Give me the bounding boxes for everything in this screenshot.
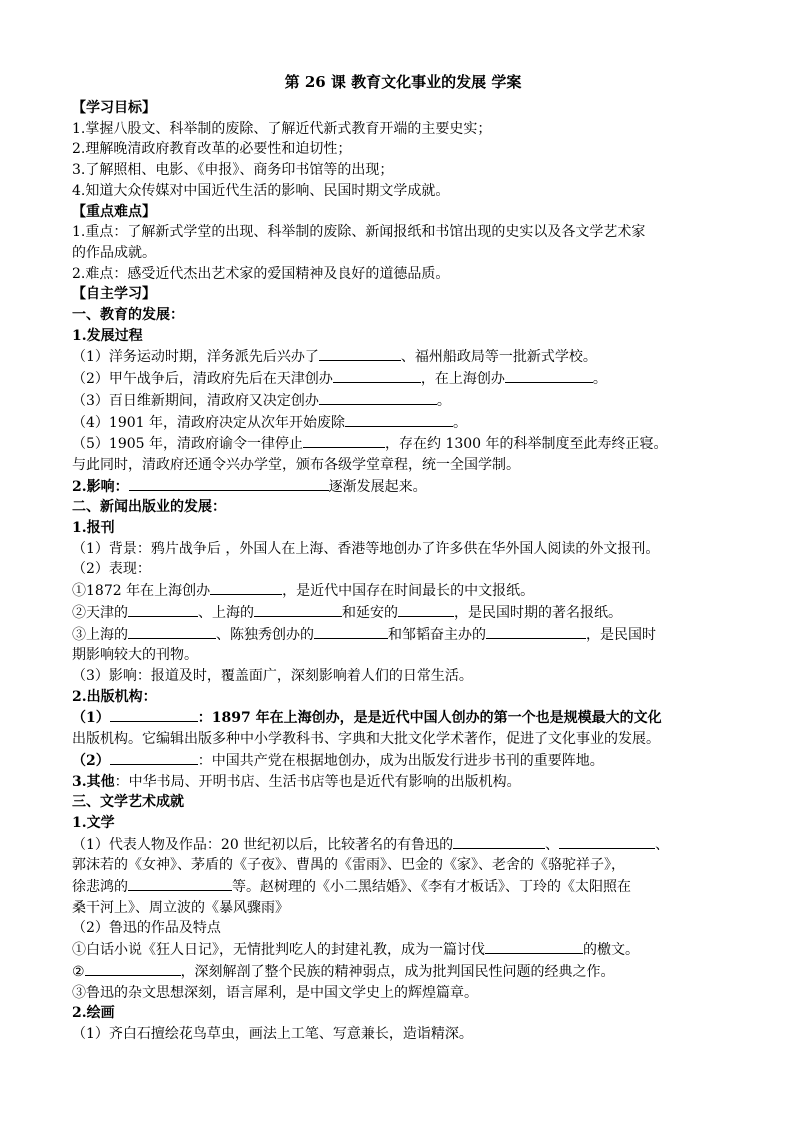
question-text: ①白话小说《狂人日记》，无情批判吃人的封建礼教，成为一篇讨伐 xyxy=(72,942,485,959)
question-text: （5）1905 年，清政府谕令一律停止 xyxy=(72,436,303,453)
question-text: （1）背景：鸦片战争后 ，外国人在上海、香港等地创办了许多供在华外国人阅读的外文报刊。 xyxy=(72,540,660,557)
objective-item: 4.知道大众传媒对中国近代生活的影响、民国时期文学成就。 xyxy=(72,182,450,199)
question-text: 逐渐发展起来。 xyxy=(328,478,427,495)
question-line xyxy=(72,412,734,434)
objective-item: 1.掌握八股文、科举制的废除、了解近代新式教育开端的主要史实； xyxy=(72,120,492,137)
question-text: 、福州船政局等一批新式学校。 xyxy=(400,349,597,366)
subsection-heading: 1.报刊 xyxy=(72,520,115,537)
question-text: （3）百日维新期间，清政府又决定创办 xyxy=(72,392,319,409)
question-text: 与此同时，清政府还通令兴办学堂，颁布各级学堂章程，统一全国学制。 xyxy=(72,456,520,473)
question-line xyxy=(72,390,734,412)
answer-blank[interactable] xyxy=(345,412,453,427)
answer-blank[interactable] xyxy=(110,707,198,722)
question-text: （3）影响：报道及时，覆盖面广，深刻影响着人们的日常生活。 xyxy=(72,667,473,684)
question-line xyxy=(72,476,734,498)
answer-blank[interactable] xyxy=(210,580,282,595)
section-heading: 【自主学习】 xyxy=(72,286,156,303)
subsection-heading: 2.绘画 xyxy=(72,1005,115,1022)
question-text: ②天津的 xyxy=(72,604,128,621)
question-line xyxy=(72,707,734,729)
subsection-heading: 二、新闻出版业的发展： xyxy=(72,499,226,516)
key-item: 1.重点：了解新式学堂的出现、科举制的废除、新闻报纸和书馆出现的史实以及各文学艺术家 xyxy=(72,224,646,241)
question-text: 出版机构。它编辑出版多种中小学教科书、字典和大批文化学术著作，促进了文化事业的发展。 xyxy=(72,731,660,748)
question-text: ，是近代中国存在时间最长的中文报纸。 xyxy=(282,583,535,600)
question-line xyxy=(72,346,734,368)
question-text: 。 xyxy=(436,392,451,409)
answer-blank[interactable] xyxy=(559,834,655,849)
question-line xyxy=(72,961,734,983)
question-text: （2）表现： xyxy=(72,561,151,578)
question-text: 徐悲鸿的 xyxy=(72,879,128,896)
question-text: 。 xyxy=(453,414,467,431)
question-line xyxy=(72,368,734,390)
answer-blank[interactable] xyxy=(453,834,545,849)
question-line xyxy=(72,750,734,772)
key-item: 2.难点：感受近代杰出艺术家的爱国精神及良好的道德品质。 xyxy=(72,265,450,282)
section-heading: 【学习目标】 xyxy=(72,100,156,116)
question-line xyxy=(72,876,734,898)
answer-blank[interactable] xyxy=(110,750,198,765)
question-text: ，深刻解剖了整个民族的精神弱点，成为批判国民性问题的经典之作。 xyxy=(180,963,615,980)
question-text: ，是民国时 xyxy=(586,626,656,643)
question-text: （2）甲午战争后，清政府先后在天津创办 xyxy=(72,371,333,388)
question-line xyxy=(72,939,734,961)
question-text: 和延安的 xyxy=(342,604,398,621)
question-text: 和邹韬奋主办的 xyxy=(388,626,486,643)
question-text: ，是民国时期的著名报纸。 xyxy=(454,604,622,621)
question-text: 、上海的 xyxy=(198,604,254,621)
answer-blank[interactable] xyxy=(505,368,593,383)
question-text: ③上海的 xyxy=(72,626,128,643)
question-text: （1）齐白石擅绘花鸟草虫，画法上工笔、写意兼长，造诣精深。 xyxy=(72,1025,473,1042)
question-text: 。 xyxy=(592,371,607,388)
question-text: ，存在约 1300 年的科举制度至此寿终正寝。 xyxy=(385,436,668,453)
subsection-heading: 1.发展过程 xyxy=(72,327,143,344)
answer-blank[interactable] xyxy=(319,346,401,361)
question-line xyxy=(72,433,734,455)
question-text: ①1872 年在上海创办 xyxy=(72,583,211,600)
question-text: （1）代表人物及作品：20 世纪初以后，比较著名的有鲁迅的 xyxy=(72,836,454,853)
question-text: ② xyxy=(72,963,85,980)
question-label: （1） xyxy=(72,710,110,727)
answer-blank[interactable] xyxy=(85,961,181,976)
answer-blank[interactable] xyxy=(486,624,586,639)
question-label: 3.其他 xyxy=(72,773,115,790)
question-text: （2）鲁迅的作品及特点 xyxy=(72,920,221,937)
question-line xyxy=(72,834,734,856)
subsection-heading: 2.出版机构： xyxy=(72,688,157,705)
answer-blank[interactable] xyxy=(128,602,198,617)
question-text: 郭沫若的《女神》、茅盾的《子夜》、曹禺的《雷雨》、巴金的《家》、老舍的《骆驼祥子》， xyxy=(72,857,625,874)
question-label: 2.影响： xyxy=(72,478,129,495)
question-text: ：1897 年在上海创办，是是近代中国人创办的第一个也是规模最大的文化 xyxy=(197,710,662,727)
subsection-heading: 1.文学 xyxy=(72,814,115,831)
section-heading: 【重点难点】 xyxy=(72,203,156,220)
answer-blank[interactable] xyxy=(128,624,216,639)
question-text: 的檄文。 xyxy=(583,942,639,959)
question-text: ：中华书局、开明书店、生活书店等也是近代有影响的出版机构。 xyxy=(114,773,521,790)
question-text: （1）洋务运动时期，洋务派先后兴办了 xyxy=(72,349,319,366)
objective-item: 3.了解照相、电影、《申报》、商务印书馆等的出现； xyxy=(72,162,394,179)
question-line xyxy=(72,624,734,646)
question-text: 等。赵树理的《小二黑结婚》、《李有才板话》、丁玲的《太阳照在 xyxy=(232,879,631,896)
answer-blank[interactable] xyxy=(303,433,385,448)
objective-item: 2.理解晚清政府教育改革的必要性和迫切性； xyxy=(72,141,352,158)
answer-blank[interactable] xyxy=(398,602,454,617)
answer-blank[interactable] xyxy=(254,602,342,617)
subsection-heading: 三、文学艺术成就 xyxy=(72,794,184,811)
question-text: 桑干河上》、周立波的《暴风骤雨》 xyxy=(72,899,289,916)
question-text: ：中国共产党在根据地创办，成为出版发行进步书刊的重要阵地。 xyxy=(197,752,604,769)
answer-blank[interactable] xyxy=(333,368,421,383)
answer-blank[interactable] xyxy=(319,390,437,405)
question-text: 、 xyxy=(655,836,670,853)
answer-blank[interactable] xyxy=(314,624,388,639)
question-line xyxy=(72,580,734,602)
answer-blank[interactable] xyxy=(485,939,583,954)
question-line xyxy=(72,602,734,624)
question-text: 、 xyxy=(545,836,560,853)
question-text: ③鲁迅的杂文思想深刻，语言犀利，是中国文学史上的辉煌篇章。 xyxy=(72,984,478,1001)
key-item: 的作品成就。 xyxy=(72,244,156,261)
question-line xyxy=(72,772,734,793)
question-text: ，在上海创办 xyxy=(420,371,505,388)
question-text: 期影响较大的刊物。 xyxy=(72,647,198,664)
subsection-heading: 一、教育的发展： xyxy=(72,307,184,324)
question-label: （2） xyxy=(72,752,110,769)
answer-blank[interactable] xyxy=(129,476,329,491)
question-text: 、陈独秀创办的 xyxy=(216,626,314,643)
worksheet-page xyxy=(72,72,734,1045)
answer-blank[interactable] xyxy=(128,876,232,891)
question-text: （4）1901 年，清政府决定从次年开始废除 xyxy=(72,414,345,431)
page-title: 第 26 课 教育文化事业的发展 学案 xyxy=(284,73,522,91)
